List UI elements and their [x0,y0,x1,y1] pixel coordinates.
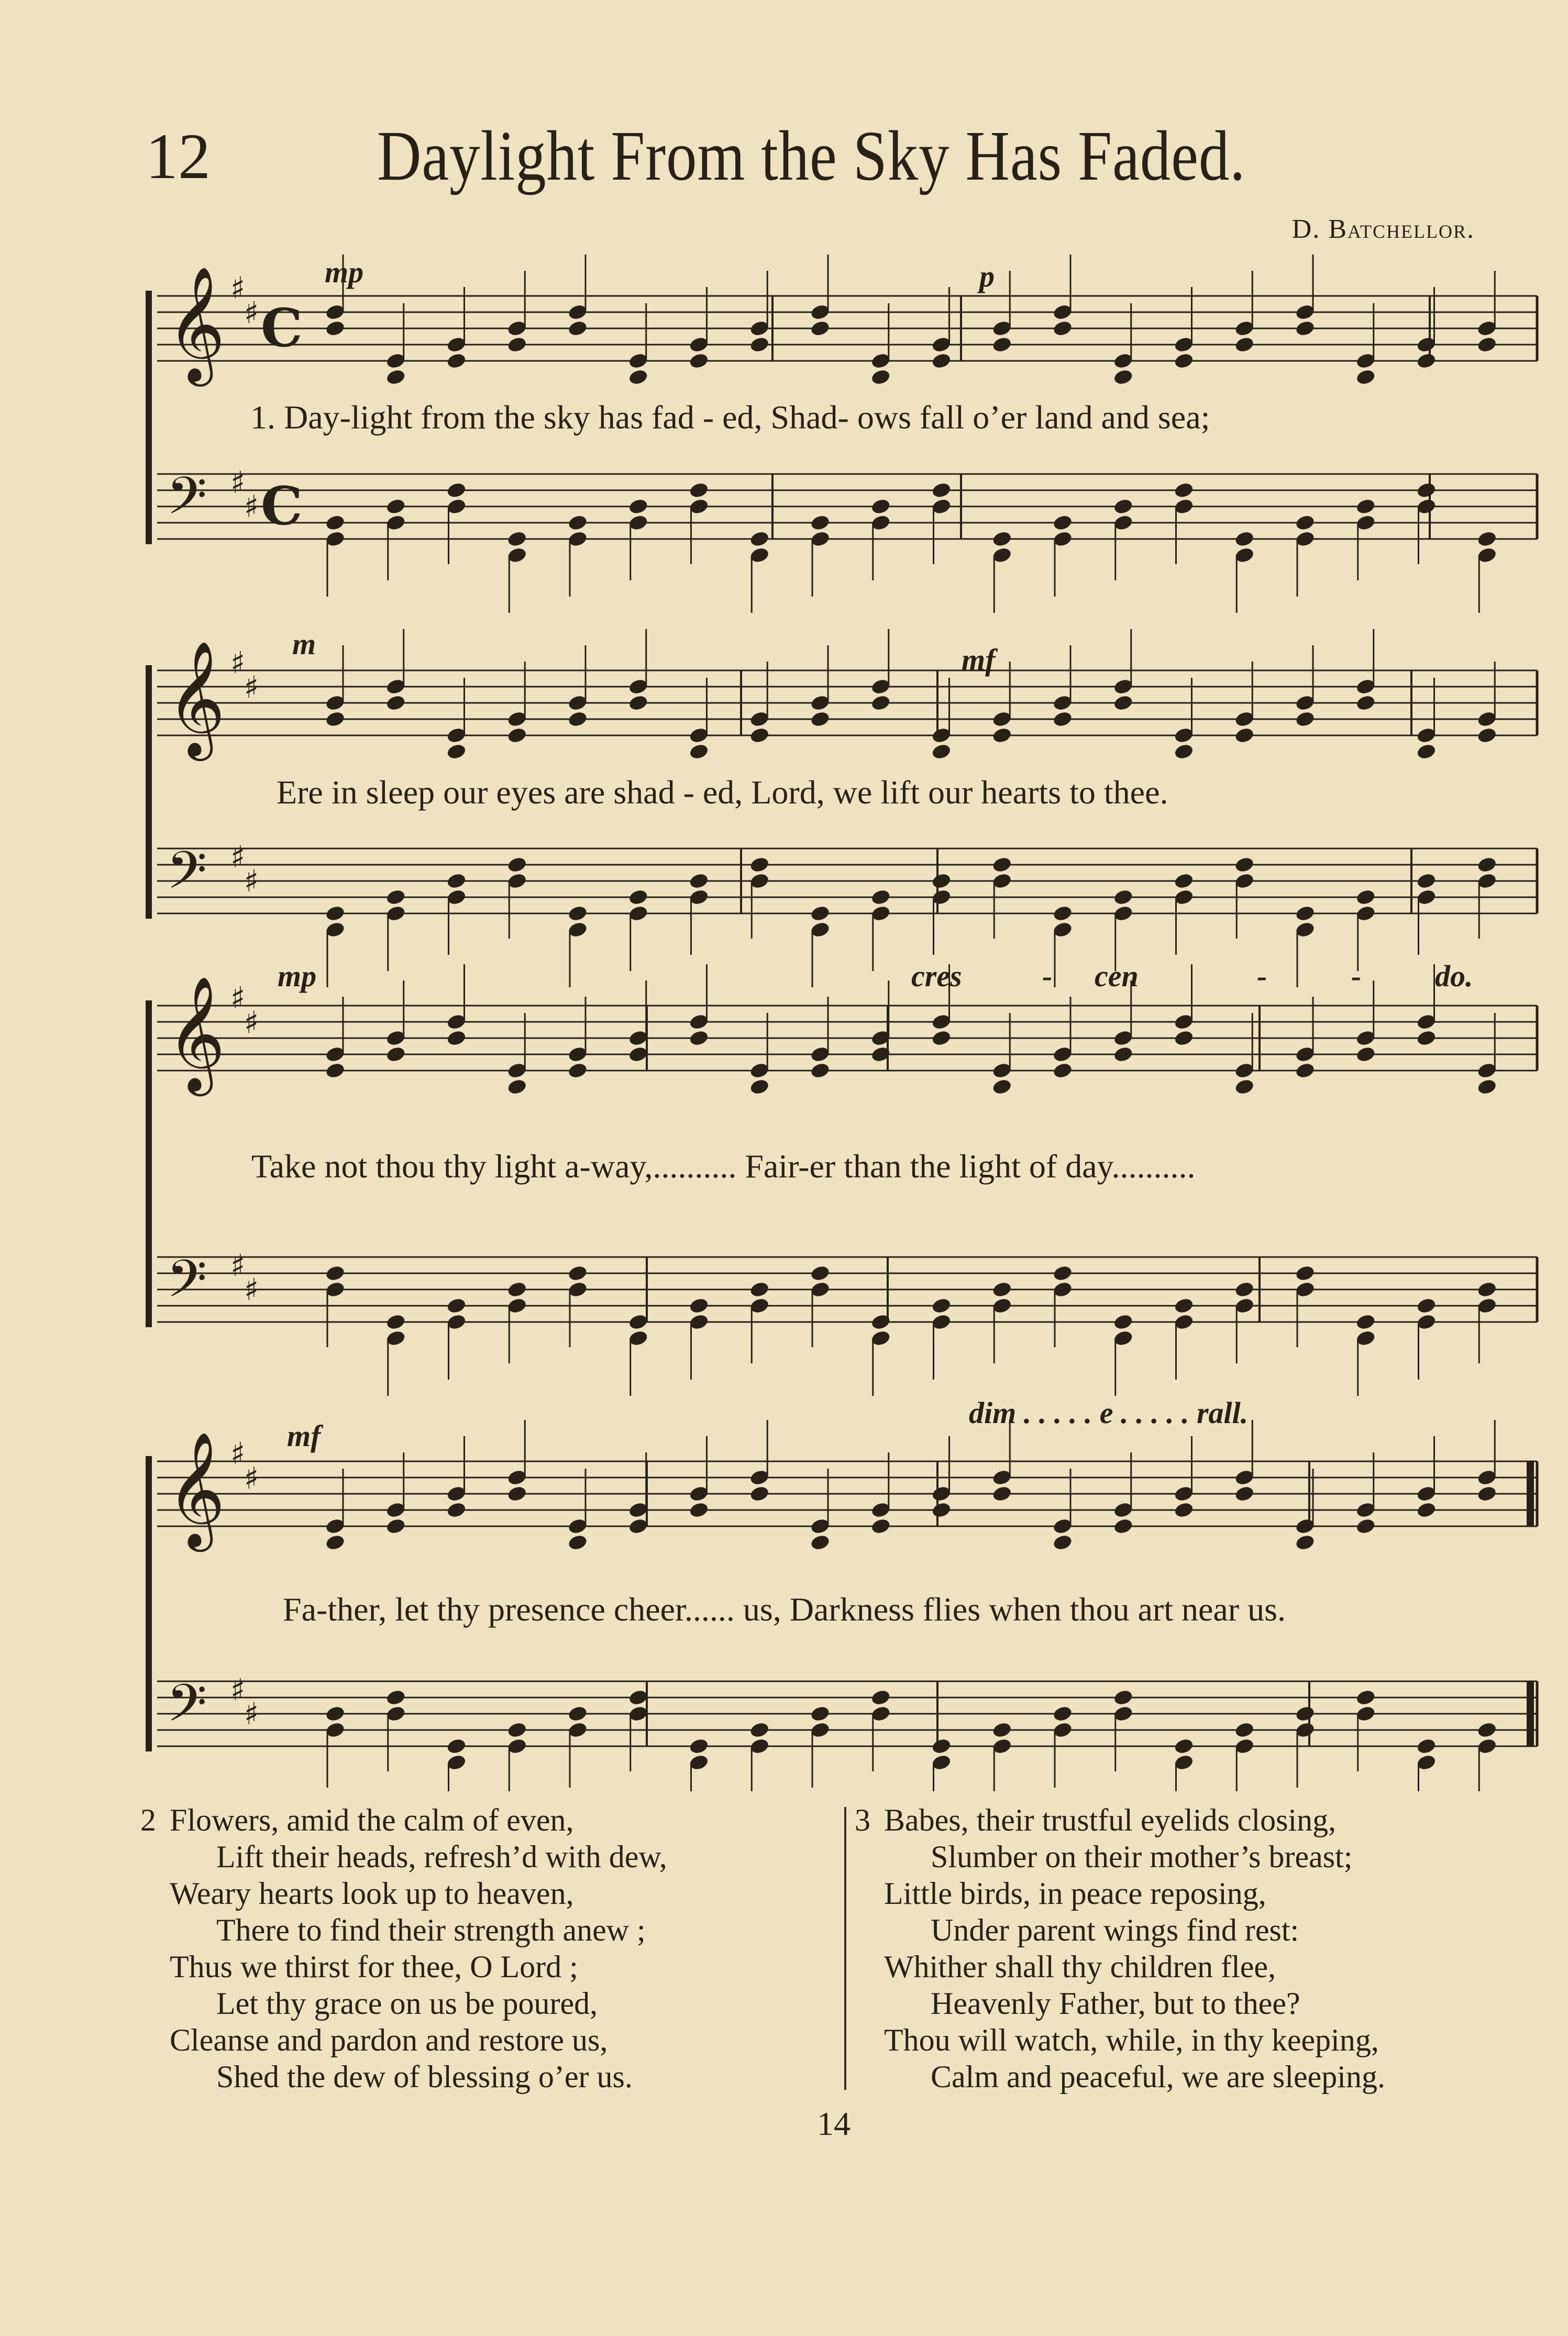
notehead [385,1517,406,1535]
notehead [688,1737,709,1755]
notehead [1052,710,1073,728]
treble-clef-icon: 𝄞 [167,975,226,1091]
notehead [325,905,346,922]
common-time-icon: C [261,475,303,537]
notehead [446,743,467,761]
notehead [870,694,891,712]
verse-number: 3 [855,1803,870,1837]
notehead [325,710,346,728]
treble-clef-icon: 𝄞 [167,640,226,756]
notehead [931,352,952,370]
sharp-icon: ♯ [230,839,246,875]
verse-line: Cleanse and pardon and restore us, [170,2023,608,2057]
notehead [567,1264,588,1282]
sharp-icon: ♯ [244,1272,259,1307]
notehead [1355,368,1376,386]
notehead [991,1078,1012,1096]
verse-3 [855,1802,1536,2095]
notehead [1234,726,1255,744]
notehead [870,1689,891,1706]
notehead [1173,481,1194,499]
notehead [1052,514,1073,532]
notehead [385,498,406,515]
system-brace [146,1000,152,1327]
page-number-bottom: 14 [817,2105,851,2142]
notehead [1173,1029,1194,1047]
notehead [506,1485,527,1503]
notehead [810,710,831,728]
verse-line: Weary hearts look up to heaven, [170,1876,574,1911]
lyric-line-1: 1. Day-light from the sky has fad - ed, Shad- ows fall o’er land and sea; [250,399,1210,436]
notehead [749,530,770,548]
notehead [810,319,831,337]
notehead [1295,319,1316,337]
notehead [446,1029,467,1047]
notehead [1355,498,1376,515]
notehead [931,481,952,499]
notehead [688,1297,709,1315]
notehead [931,1029,952,1047]
notehead [688,743,709,761]
notehead [1416,1029,1437,1047]
notehead [931,743,952,761]
notehead [1355,694,1376,712]
notehead [688,352,709,370]
notehead [991,336,1012,354]
notehead [1416,1297,1437,1315]
notehead [1476,336,1497,354]
notehead [931,872,952,890]
notehead [446,872,467,890]
dynamic-m-2: m [292,627,316,661]
notehead [1355,1689,1376,1706]
notehead [385,1313,406,1331]
notehead [749,1281,770,1298]
system-brace [146,1456,152,1751]
notehead [1173,1501,1194,1519]
notehead [385,1689,406,1706]
notehead [810,1062,831,1079]
notehead [446,1501,467,1519]
dynamic-mp-1: mp [325,255,364,289]
notehead [749,1485,770,1503]
notehead [506,530,527,548]
notehead [446,481,467,499]
notehead [991,856,1012,874]
notehead [1113,694,1134,712]
sharp-icon: ♯ [244,1460,259,1496]
notehead [325,1062,346,1079]
verse-line: Lift their heads, refresh’d with dew, [216,1839,667,1874]
notehead [1234,1078,1255,1096]
notehead [1234,1485,1255,1503]
bass-clef-icon: 𝄢 [167,1673,207,1746]
common-time-icon: C [261,297,303,359]
notehead [931,1297,952,1315]
sharp-icon: ♯ [230,465,246,500]
final-barline [1527,1461,1534,1526]
notehead [749,726,770,744]
verse-line: Thus we thirst for thee, O Lord ; [170,1949,578,1984]
notehead [628,1313,649,1331]
sharp-icon: ♯ [244,1696,259,1732]
notehead [870,498,891,515]
notehead [1234,336,1255,354]
sharp-icon: ♯ [244,489,259,524]
notehead [688,1029,709,1047]
dynamic-mf-4: mf [287,1419,321,1453]
dynamic-p-1: p [979,259,995,293]
treble-clef-icon: 𝄞 [167,266,226,381]
verse-line: Let thy grace on us be poured, [216,1986,598,2021]
lyric-line-2: Ere in sleep our eyes are shad - ed, Lord, we lift our hearts to thee. [277,774,1168,811]
notehead [1476,1078,1497,1096]
notehead [1476,1721,1497,1739]
notehead [870,1517,891,1535]
dynamic-do: do. [1435,959,1473,993]
notehead [688,872,709,890]
notehead [1234,530,1255,548]
sharp-icon: ♯ [230,1672,246,1707]
notehead [810,1705,831,1723]
notehead [1052,319,1073,337]
notehead [1173,352,1194,370]
notehead [1476,856,1497,874]
notehead [1052,1264,1073,1282]
notehead [1476,1485,1497,1503]
notehead [1416,872,1437,890]
sharp-icon: ♯ [244,1005,259,1040]
notehead [1173,1737,1194,1755]
notehead [446,352,467,370]
notehead [506,1721,527,1739]
notehead [385,694,406,712]
notehead [991,1485,1012,1503]
notehead [1173,743,1194,761]
notehead [628,1045,649,1063]
notehead [1234,1721,1255,1739]
notehead [1173,872,1194,890]
notehead [628,1517,649,1535]
notehead [1416,352,1437,370]
notehead [1113,1045,1134,1063]
notehead [810,1264,831,1282]
notehead [1113,498,1134,515]
verse-2 [140,1802,821,2095]
verse-line: There to find their strength anew ; [216,1913,646,1947]
notehead [567,1062,588,1079]
notehead [325,319,346,337]
verse-line: Shed the dew of blessing o’er us. [216,2059,633,2094]
dynamic-dash-1: - [1042,959,1053,993]
notehead [385,368,406,386]
notehead [1052,1534,1073,1551]
notehead [1113,888,1134,906]
notehead [1476,530,1497,548]
notehead [1113,1689,1134,1706]
notehead [1173,1297,1194,1315]
system-brace [146,291,152,544]
verse-line: Under parent wings find rest: [931,1913,1299,1947]
notehead [506,336,527,354]
notehead [446,1737,467,1755]
notehead [1052,1705,1073,1723]
notehead [1355,1517,1376,1535]
notehead [446,1297,467,1315]
notehead [1295,1264,1316,1282]
notehead [1476,1281,1497,1298]
lyric-line-4: Fa-ther, let thy presence cheer...... us, Darkness flies when thou art near us. [283,1591,1286,1628]
sharp-icon: ♯ [244,295,259,330]
notehead [810,905,831,922]
notehead [1234,1281,1255,1298]
verse-divider [844,1807,846,2090]
verse-line: Little birds, in peace reposing, [884,1876,1266,1911]
notehead [325,1264,346,1282]
notehead [1295,710,1316,728]
sharp-icon: ♯ [230,270,246,306]
bass-clef-icon: 𝄢 [167,841,207,913]
verse-line: Calm and peaceful, we are sleeping. [931,2059,1385,2094]
verse-line: Slumber on their mother’s breast; [931,1839,1353,1874]
notehead [749,336,770,354]
notehead [1295,1705,1316,1723]
notehead [749,1721,770,1739]
notehead [325,1534,346,1551]
notehead [628,368,649,386]
notehead [325,514,346,532]
dynamic-mf-2: mf [962,643,996,677]
notehead [628,888,649,906]
lyric-line-3: Take not thou thy light a-way,.......... Fair-er than the light of day.......... [251,1148,1196,1185]
notehead [810,1534,831,1551]
dynamic-cen: cen [1095,959,1139,993]
verse-line: Heavenly Father, but to thee? [931,1986,1300,2021]
notehead [628,498,649,515]
notehead [325,1705,346,1723]
notehead [1113,368,1134,386]
notehead [506,1078,527,1096]
notehead [567,1534,588,1551]
dynamic-mp-3: mp [278,959,317,993]
notehead [1476,726,1497,744]
notehead [870,888,891,906]
notehead [506,856,527,874]
sharp-icon: ♯ [244,669,259,705]
notehead [1052,905,1073,922]
notehead [567,905,588,922]
notehead [567,514,588,532]
notehead [1295,1534,1316,1551]
notehead [1052,1062,1073,1079]
notehead [1295,1062,1316,1079]
notehead [567,1705,588,1723]
final-barline [1527,1681,1534,1746]
verse-line: Whither shall thy children flee, [884,1949,1276,1984]
bass-clef-icon: 𝄢 [167,1249,207,1322]
hymn-title: Daylight From the Sky Has Faded. [377,117,1246,195]
notehead [1355,1045,1376,1063]
notehead [1295,905,1316,922]
sharp-icon: ♯ [230,980,246,1016]
notehead [749,856,770,874]
notehead [567,319,588,337]
notehead [1355,888,1376,906]
system-brace [146,665,152,919]
notehead [1113,1313,1134,1331]
notehead [870,368,891,386]
notehead [628,1689,649,1706]
dynamic-cres: cres [911,959,962,993]
notehead [385,888,406,906]
notehead [1416,481,1437,499]
verse-number: 2 [140,1803,156,1837]
dynamic-dim-e-rall: dim . . . . . e . . . . . rall. [969,1396,1249,1430]
sharp-icon: ♯ [230,1248,246,1283]
notehead [688,481,709,499]
notehead [1416,1737,1437,1755]
sharp-icon: ♯ [230,645,246,680]
notehead [991,1281,1012,1298]
bass-clef-icon: 𝄢 [167,466,207,539]
verse-line: Babes, their trustful eyelids closing, [884,1803,1337,1837]
notehead [1416,743,1437,761]
treble-clef-icon: 𝄞 [167,1431,226,1547]
dynamic-dash-3: - [1351,959,1362,993]
notehead [931,1737,952,1755]
notehead [931,1501,952,1519]
verse-line: Flowers, amid the calm of even, [170,1803,574,1837]
notehead [991,726,1012,744]
notehead [1416,1501,1437,1519]
notehead [385,1045,406,1063]
notehead [567,710,588,728]
notehead [991,530,1012,548]
verse-line: Thou will watch, while, in thy keeping, [884,2023,1379,2057]
notehead [749,1078,770,1096]
notehead [506,726,527,744]
notehead [1113,1517,1134,1535]
notehead [810,514,831,532]
notehead [1234,856,1255,874]
notehead [991,1721,1012,1739]
page-number-top: 12 [146,120,211,192]
notehead [1295,514,1316,532]
sharp-icon: ♯ [244,863,259,899]
notehead [1355,1313,1376,1331]
notehead [688,1501,709,1519]
notehead [628,694,649,712]
dynamic-dash-2: - [1257,959,1267,993]
sharp-icon: ♯ [230,1436,246,1471]
composer-credit: D. Batchellor. [1291,214,1475,244]
notehead [506,1281,527,1298]
